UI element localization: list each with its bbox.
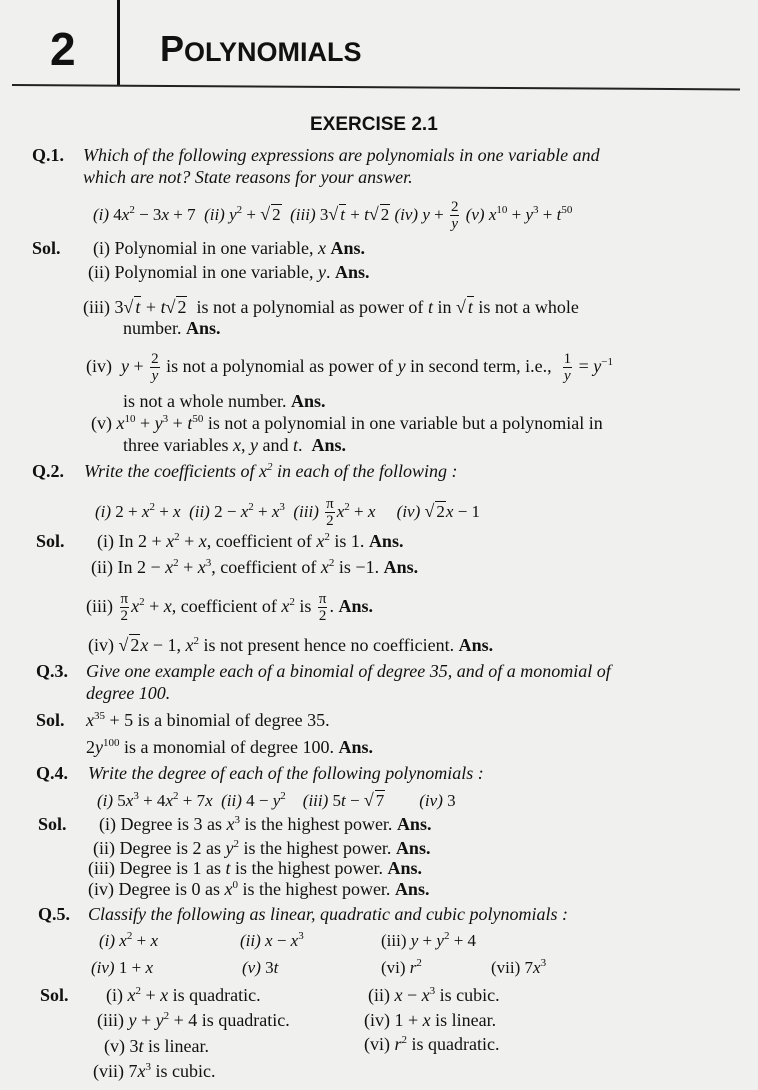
- sol-label: Sol.: [36, 531, 65, 551]
- chapter-title: [160, 28, 362, 70]
- q5-sol-7: (vii) $7x^3$ is cubic.: [93, 1061, 216, 1081]
- q5-label: Q.5.: [38, 904, 71, 924]
- q1-text-line2: which are not? State reasons for your answer.: [83, 167, 413, 187]
- q1-options: (i) $4x^2 - 3x + 7$ (ii) $y^2$ + √ 2 (iii) 3√ t + t√ 2 (iv) y + $\frac{2}{y}$ (v) $x^{10} + y^3 + t^{50}$: [93, 199, 573, 232]
- q2-options: (i) $2 + x^2 + x$ (ii) $2 - x^2 + x^3$ (iii) $\frac{\pi}{2}$ $x^2 + x$ (iv) √ 2x − 1: [95, 496, 481, 529]
- q1-text-line1: Which of the following expressions are polynomials in one variable and: [83, 145, 600, 165]
- q3-sol-2: $2y^{100}$ is a monomial of degree 100. Ans.: [86, 737, 373, 757]
- q3-text-line2: degree 100.: [86, 683, 171, 703]
- q5-option-4: (iv) 1 + x: [91, 958, 153, 977]
- header-divider-vertical: [117, 0, 120, 85]
- q5-sol-4: (iv) 1 + x is linear.: [364, 1010, 497, 1030]
- q2-text: Write the coefficients of $x^2$ in each of the following :: [84, 461, 458, 481]
- sol-label: Sol.: [38, 814, 67, 834]
- q4-text: Write the degree of each of the following polynomials :: [88, 763, 484, 783]
- sol-label: Sol.: [36, 710, 65, 730]
- q5-sol-2: (ii) $x - x^3$ is cubic.: [368, 985, 500, 1005]
- sol-label: Sol.: [32, 238, 61, 258]
- q1-label: Q.1.: [32, 145, 65, 165]
- q4-label: Q.4.: [36, 763, 69, 783]
- chapter-number: 2: [50, 23, 76, 75]
- q1-sol-1: (i) Polynomial in one variable, x Ans.: [93, 238, 365, 258]
- q1-sol-4: (iv) y + $\frac{2}{y}$ is not a polynomial as power of y in second term, i.e., $\frac{1}{y}$ = $y^{-1}$: [86, 351, 613, 384]
- q5-option-5: (v) 3t: [242, 958, 279, 977]
- sol-label: Sol.: [40, 985, 69, 1005]
- chapter-title-initial: P: [160, 28, 185, 69]
- q4-sol-1: (i) Degree is 3 as $x^3$ is the highest power. Ans.: [99, 814, 432, 834]
- q1-sol-5: (v) $x^{10} + y^3 + t^{50}$ is not a polynomial in one variable but a polynomial in: [91, 413, 603, 433]
- q5-option-1: (i) $x^2 + x$: [99, 930, 158, 950]
- q1-sol-3: (iii) 3√ t + t√ 2 is not a polynomial as power of t in √ t is not a whole: [83, 297, 579, 317]
- q4-sol-4: (iv) Degree is 0 as $x^0$ is the highest power. Ans.: [88, 879, 430, 899]
- q2-sol-3: (iii) $\frac{\pi}{2}$ $x^2 + x$, coefficient of $x^2$ is $\frac{\pi}{2}$ . Ans.: [86, 591, 373, 624]
- q4-options: (i) $5x^3 + 4x^2 + 7x$ (ii) $4 - y^2$ (iii) 5t − √ 7 (iv) 3: [97, 790, 456, 810]
- q3-sol-1: $x^{35} + 5$ is a binomial of degree 35.: [86, 710, 330, 730]
- q1-sol-2: (ii) Polynomial in one variable, y. Ans.: [88, 262, 370, 282]
- q2-sol-2: (ii) In $2 - x^2 + x^3$, coefficient of $x^2$ is −1. Ans.: [91, 557, 419, 577]
- exercise-heading: EXERCISE 2.1: [310, 114, 438, 135]
- q5-sol-3: (iii) $y + y^2 + 4$ is quadratic.: [97, 1010, 290, 1030]
- q5-option-6: (vi) $r^2$: [381, 957, 422, 977]
- q5-text: Classify the following as linear, quadratic and cubic polynomials :: [88, 904, 568, 924]
- q3-label: Q.3.: [36, 661, 69, 681]
- q3-text-line1: Give one example each of a binomial of degree 35, and of a monomial of: [86, 661, 611, 681]
- q2-label: Q.2.: [32, 461, 65, 481]
- q5-option-3: (iii) $y + y^2 + 4$: [381, 930, 477, 950]
- q2-sol-4: (iv) √ 2x − 1, $x^2$ is not present hence no coefficient. Ans.: [88, 635, 494, 655]
- q4-sol-3: (iii) Degree is 1 as t is the highest power. Ans.: [88, 858, 422, 878]
- q1-sol-5-cont: three variables x, y and t. Ans.: [123, 435, 346, 455]
- q5-sol-1: (i) $x^2 + x$ is quadratic.: [106, 985, 261, 1005]
- q1-sol-3-cont: number. Ans.: [123, 318, 221, 338]
- q5-sol-5: (v) 3t is linear.: [104, 1036, 210, 1056]
- header-divider-horizontal: [12, 84, 740, 90]
- chapter-title-rest: OLYNOMIALS: [184, 37, 362, 67]
- q2-sol-1: (i) In $2 + x^2 + x$, coefficient of $x^2$ is 1. Ans.: [97, 531, 404, 551]
- q5-option-7: (vii) $7x^3$: [491, 957, 547, 977]
- q5-option-2: (ii) $x - x^3$: [240, 930, 304, 950]
- q1-sol-4-cont: is not a whole number. Ans.: [123, 391, 326, 411]
- q4-sol-2: (ii) Degree is 2 as $y^2$ is the highest power. Ans.: [93, 838, 431, 858]
- q5-sol-6: (vi) $r^2$ is quadratic.: [364, 1034, 500, 1054]
